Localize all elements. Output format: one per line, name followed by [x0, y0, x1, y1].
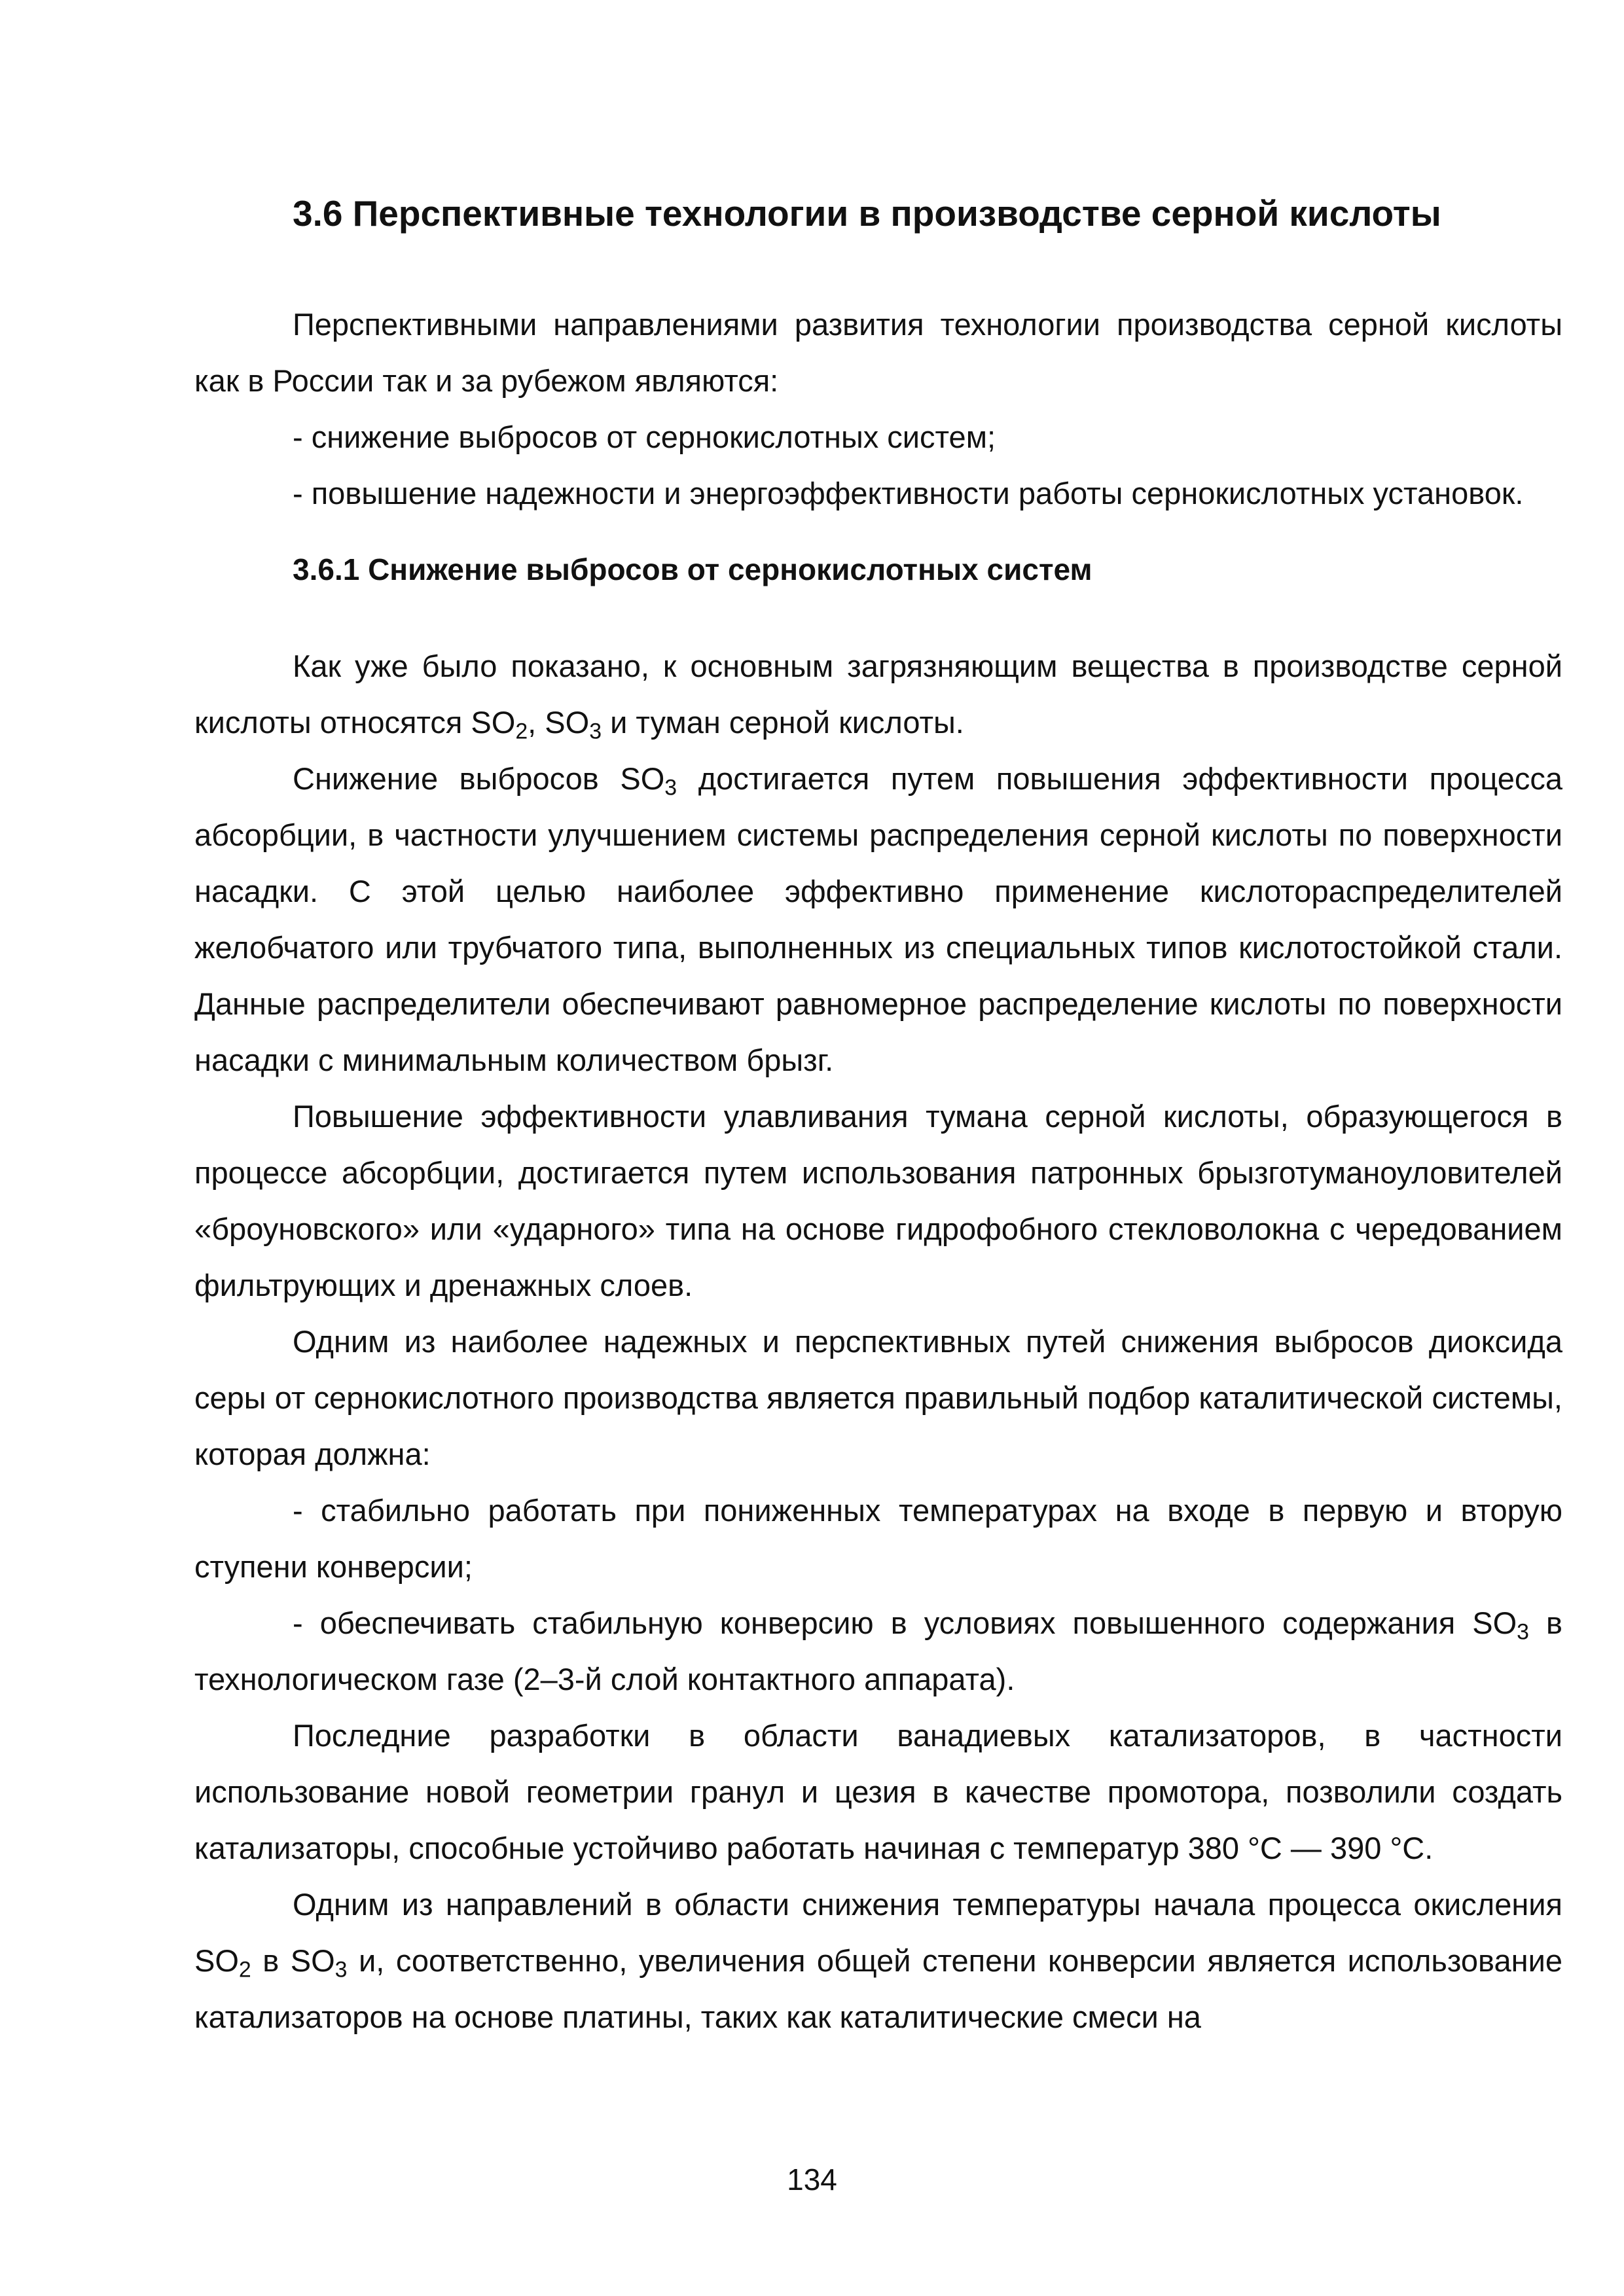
intro-paragraph: Перспективными направлениями развития технологии производства серной кислоты как в России так и за рубежом являются: [194, 307, 1562, 398]
text-run: достигается путем повышения эффективности процесса абсорбции, в частности улучшением системы распределения серной кислоты по поверхности насадки. С этой целью наиболее эффективно применение кислотораспределителей желобчатого или трубчатого типа, выполненных из специальных типов кислотостойкой стали. Данные распределители обеспечивают равномерное распределение кислоты по поверхности насадки с минимальным количеством брызг. [194, 761, 1563, 1077]
paragraph-platinum-catalysts [194, 1876, 1562, 2045]
section-title: 3.6 Перспективные технологии в производстве серной кислоты [293, 193, 1441, 234]
subscript: 3 [1517, 1619, 1529, 1645]
text-run: - обеспечивать стабильную конверсию в условиях повышенного содержания SO [293, 1605, 1517, 1640]
paragraph-vanadium-catalysts: Последние разработки в области ванадиевых катализаторов, в частности использование новой геометрии гранул и цезия в качестве промотора, позволили создать катализаторы, способные устойчиво работать начиная с температур 380 °С — 390 °С. [194, 1718, 1562, 1865]
text-run: в SO [251, 1943, 335, 1978]
intro-list-item: - снижение выбросов от сернокислотных систем; [293, 420, 996, 454]
text-run: Одним из направлений в области снижения температуры начала процесса окисления SO [194, 1887, 1562, 1978]
intro-list-item: - повышение надежности и энергоэффективности работы сернокислотных установок. [293, 476, 1524, 511]
text-run: и, соответственно, увеличения общей степени конверсии является использование катализаторов на основе платины, таких как каталитические смеси на [194, 1943, 1562, 2034]
paragraph-catalyst-selection: Одним из наиболее надежных и перспективных путей снижения выбросов диоксида серы от сернокислотного производства является правильный подбор каталитической системы, которая должна: [194, 1324, 1562, 1471]
text-run: Снижение выбросов SO [293, 761, 665, 796]
text-run: и туман серной кислоты. [602, 705, 964, 740]
paragraph-pollutants [194, 638, 1562, 751]
text-run: в технологическом газе (2–3-й слой контактного аппарата). [194, 1605, 1562, 1696]
subscript: 3 [589, 719, 602, 744]
paragraph-mist-capture: Повышение эффективности улавливания тумана серной кислоты, образующегося в процессе абсорбции, достигается путем использования патронных брызготуманоуловителей «броуновского» или «ударного» типа на основе гидрофобного стекловолокна с чередованием фильтрующих и дренажных слоев. [194, 1099, 1562, 1302]
subscript: 2 [238, 1957, 251, 1982]
catalyst-requirement-item: - стабильно работать при пониженных температурах на входе в первую и вторую ступени конверсии; [194, 1493, 1562, 1584]
subscript: 3 [334, 1957, 348, 1982]
catalyst-requirement-item [194, 1595, 1562, 1708]
text-run: Как уже было показано, к основным загрязняющим вещества в производстве серной кислоты относятся SO [194, 649, 1562, 740]
subscript: 3 [664, 775, 677, 800]
text-run: , SO [528, 705, 590, 740]
subsection-title: 3.6.1 Снижение выбросов от сернокислотных систем [293, 552, 1092, 586]
page-number: 134 [787, 2162, 837, 2197]
paragraph-so3-reduction [194, 751, 1562, 1088]
subscript: 2 [515, 719, 528, 744]
page-content [194, 185, 1562, 2045]
